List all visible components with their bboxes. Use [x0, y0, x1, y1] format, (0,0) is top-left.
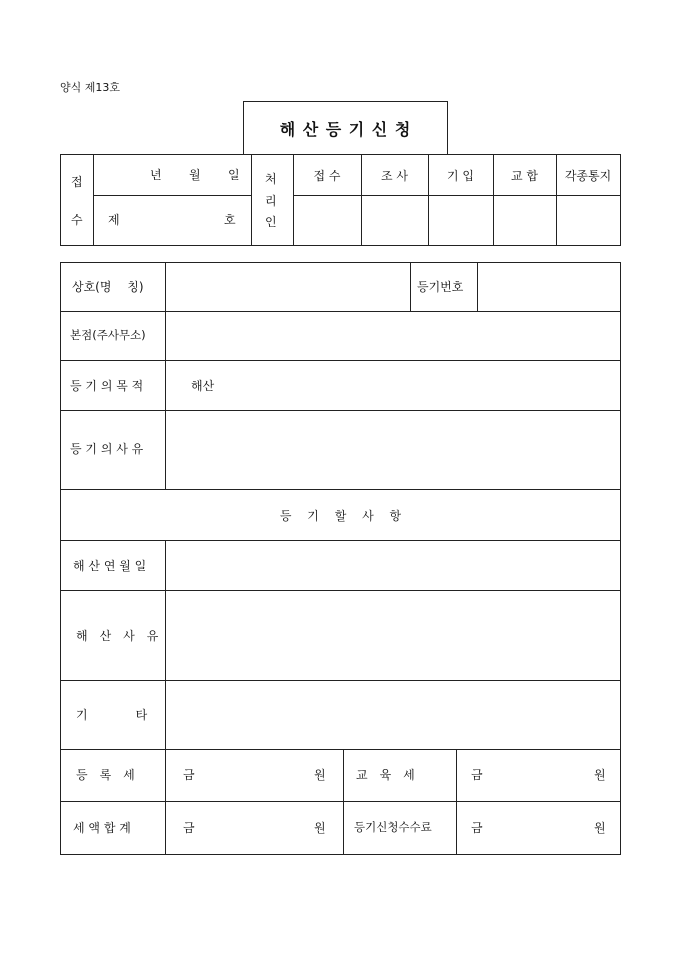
trade-name-label: 상호(명 칭): [72, 280, 144, 294]
other-field[interactable]: [166, 681, 619, 748]
processing-entry-receipt[interactable]: [294, 196, 360, 244]
processing-col-receipt-label: 접 수: [313, 168, 341, 183]
processing-col-check-label: 교 합: [511, 168, 538, 183]
processing-label-2: 리: [265, 194, 277, 208]
other-label: 기 타: [76, 708, 148, 722]
dissolution-reason-field[interactable]: [166, 591, 619, 679]
processing-entry-check[interactable]: [494, 196, 555, 244]
registration-fee-label: 등기신청수수료: [354, 820, 432, 834]
processing-col-review: [361, 155, 428, 195]
registration-tax-amount-suffix: 원: [314, 768, 326, 782]
head-office-label: 본점(주사무소): [70, 328, 146, 342]
trade-name-field[interactable]: [166, 263, 409, 310]
dissolution-reason-label: 해 산 사 유: [76, 629, 159, 643]
receipt-label-bottom: 수: [71, 213, 83, 227]
registration-purpose-value[interactable]: 해산: [191, 379, 215, 393]
registration-number-field[interactable]: [478, 263, 619, 310]
education-tax-amount-prefix: 금: [471, 768, 483, 782]
total-tax-amount-prefix: 금: [183, 821, 195, 835]
processing-col-entry: [428, 155, 493, 195]
receipt-number-prefix: 제: [108, 213, 120, 227]
dissolution-date-field[interactable]: [166, 541, 619, 589]
processing-entry-notice[interactable]: [557, 196, 619, 244]
registration-fee-amount-prefix: 금: [471, 821, 483, 835]
dissolution-date-label: 해 산 연 월 일: [73, 559, 147, 573]
registration-fee-amount-suffix: 원: [594, 821, 606, 835]
processing-col-receipt: [293, 155, 361, 195]
registration-tax-label: 등 록 세: [76, 768, 135, 782]
total-tax-label: 세 액 합 계: [73, 821, 131, 835]
page-title: [243, 101, 448, 155]
processing-entry-entry[interactable]: [429, 196, 492, 244]
receipt-date-year: 년: [150, 168, 162, 182]
education-tax-label: 교 육 세: [356, 768, 415, 782]
registration-items-header: [61, 490, 620, 540]
registration-number-label: 등기번호: [417, 280, 464, 294]
receipt-date-month: 월: [189, 168, 201, 182]
processing-col-review-label: 조 사: [381, 168, 408, 183]
processing-label-1: 처: [265, 172, 277, 186]
receipt-date-day: 일: [228, 168, 240, 182]
receipt-number-suffix: 호: [224, 213, 236, 227]
processing-col-notice-label: 각종통지: [564, 168, 612, 183]
processing-col-entry-label: 기 입: [447, 168, 474, 183]
processing-col-check: [493, 155, 556, 195]
processing-label-3: 인: [265, 215, 277, 229]
total-tax-amount-suffix: 원: [314, 821, 326, 835]
registration-cause-field[interactable]: [166, 411, 619, 488]
registration-cause-label: 등 기 의 사 유: [70, 442, 144, 456]
processing-entry-review[interactable]: [362, 196, 427, 244]
registration-purpose-label: 등 기 의 목 적: [70, 379, 144, 393]
title-text: 해 산 등 기 신 청: [279, 120, 412, 139]
registration-tax-amount-prefix: 금: [183, 768, 195, 782]
processing-col-notice: [556, 155, 620, 195]
education-tax-amount-suffix: 원: [594, 768, 606, 782]
registration-items-header-text: 등 기 할 사 항: [279, 508, 402, 523]
receipt-label-top: 접: [71, 175, 83, 189]
head-office-field[interactable]: [166, 312, 619, 359]
form-number: 양식 제13호: [60, 81, 120, 94]
